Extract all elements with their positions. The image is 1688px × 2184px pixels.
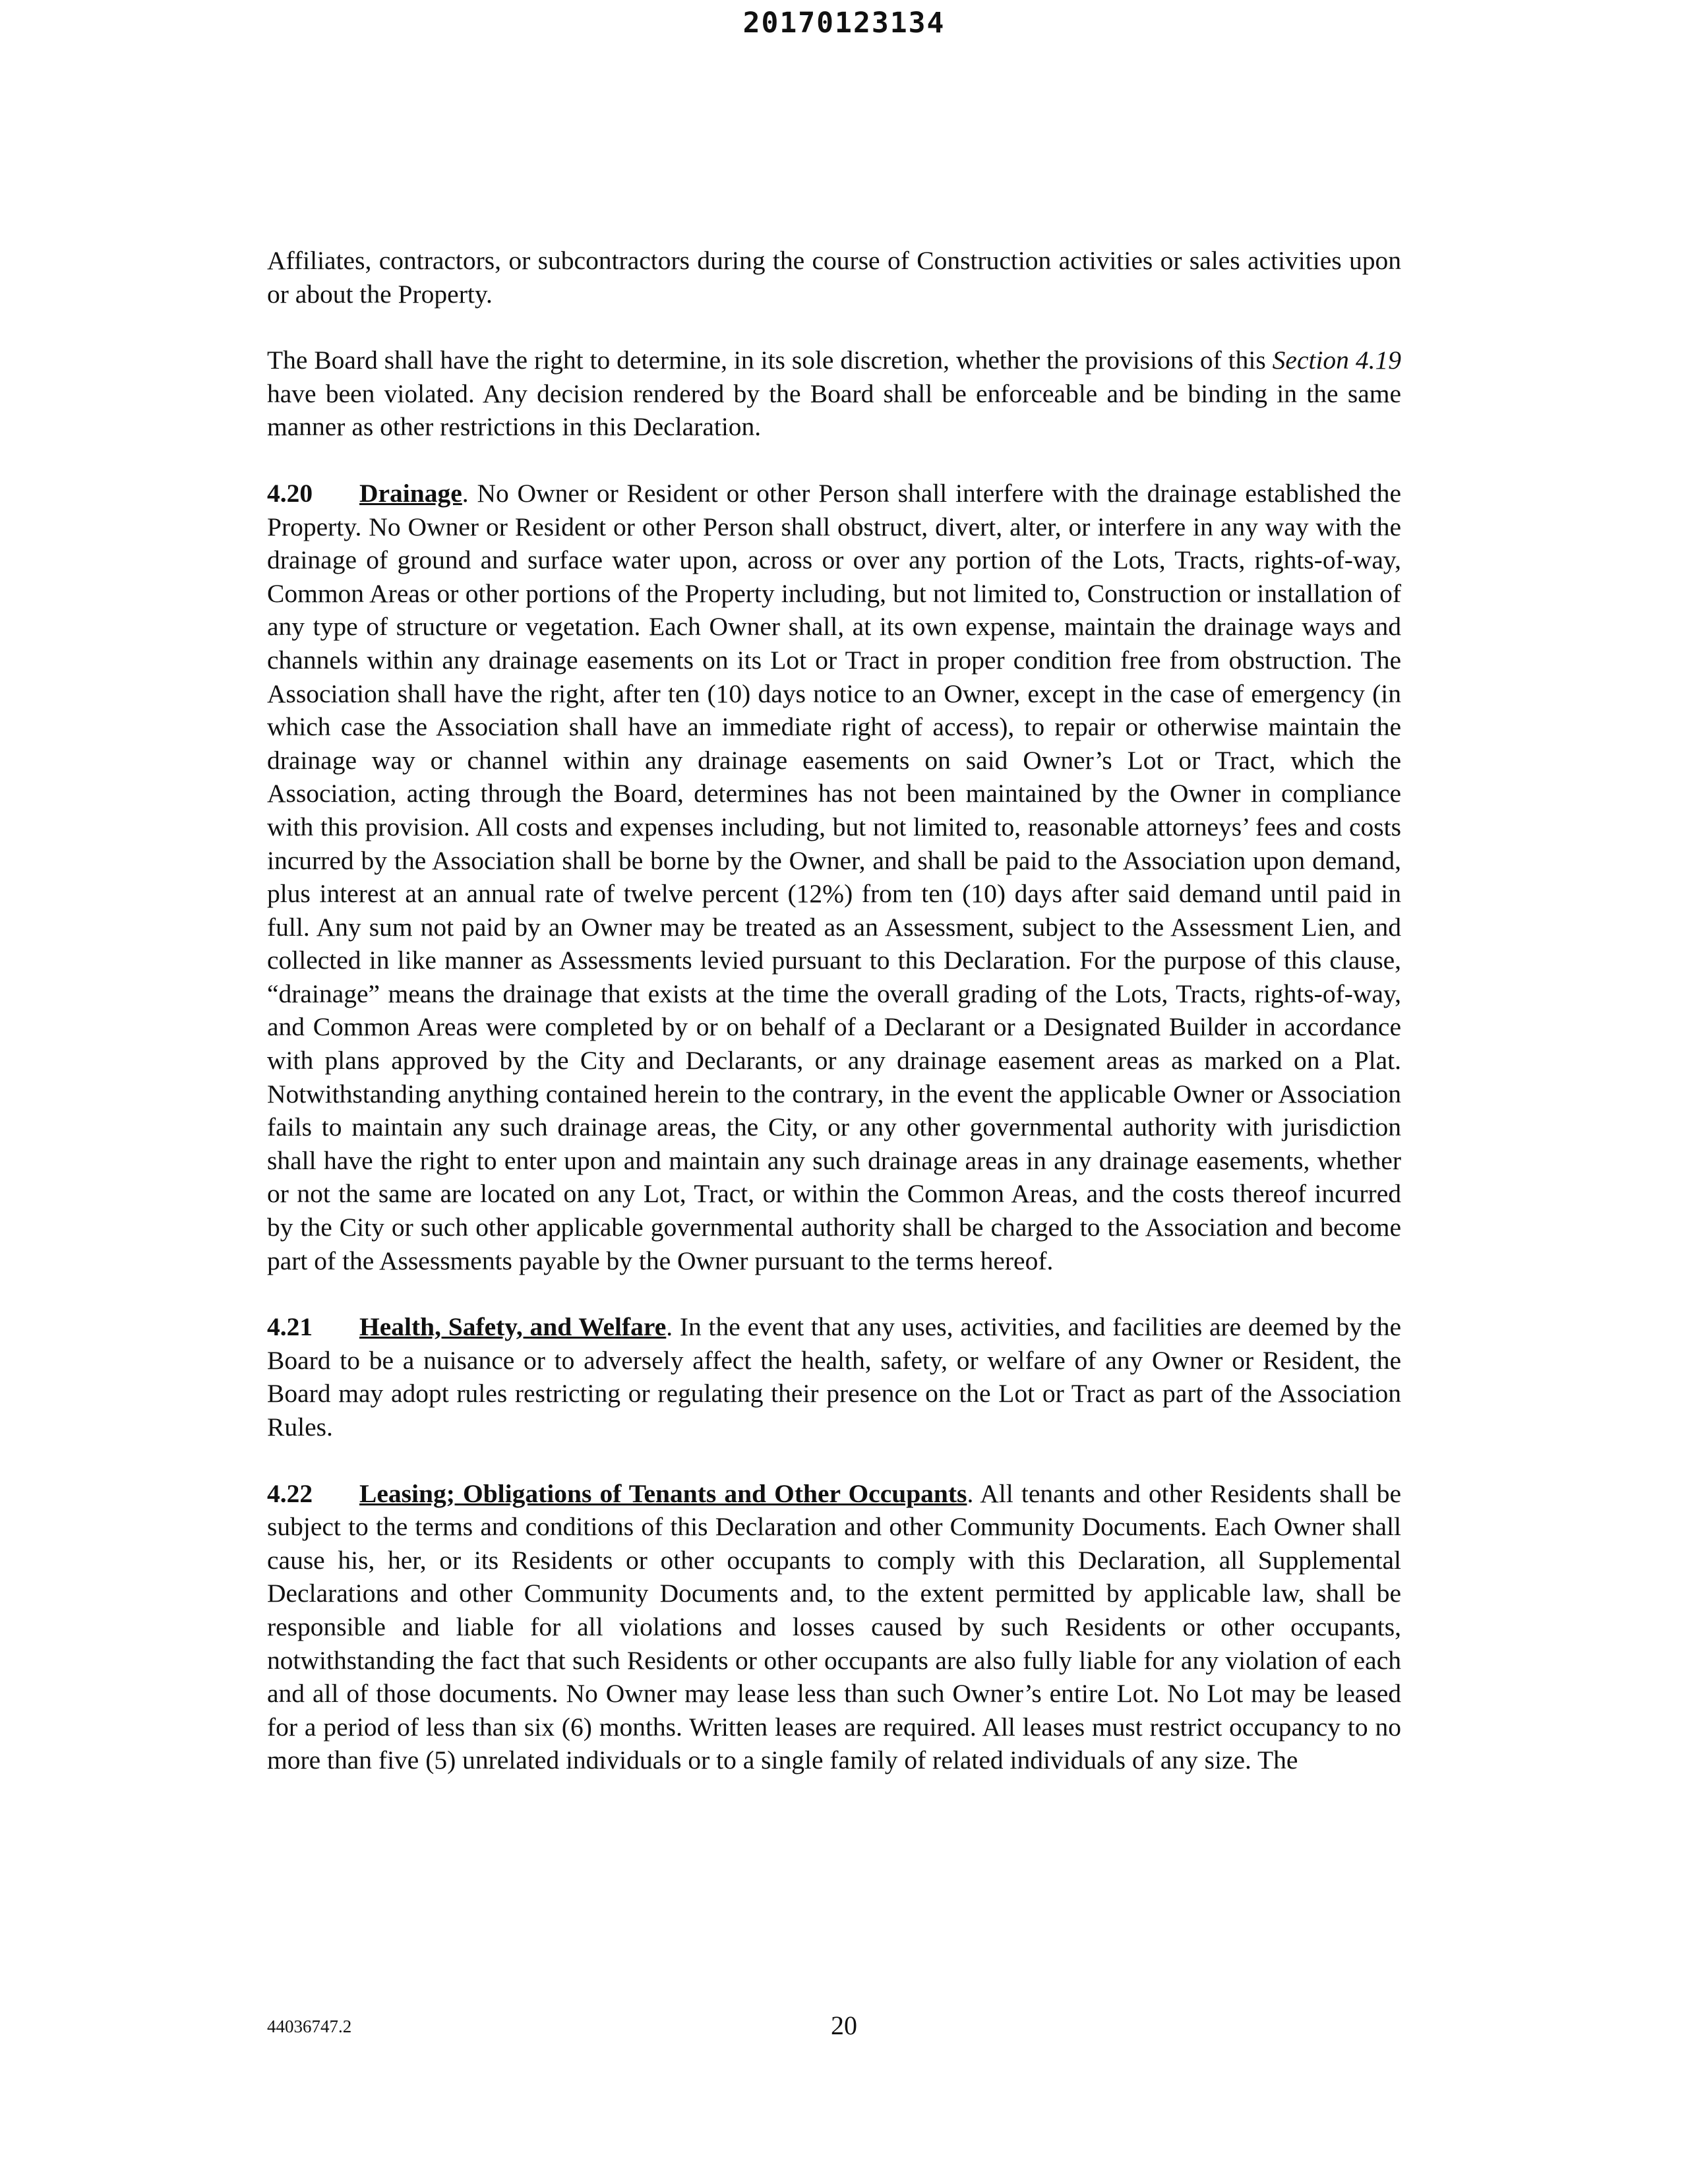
paragraph-board-determination xyxy=(267,344,1401,444)
section-body: . No Owner or Resident or other Person shall interfere with the drainage established the Property. No Owner or Resident or other Person shall obstruct, divert, alter, or interfere in any way with the drainage of ground and surface water upon, across or over any portion of the Lots, Tracts, rights-of-way, Common Areas or other portions of the Property including, but not limited to, Construction or installation of any type of structure or vegetation. Each Owner shall, at its own expense, maintain the drainage ways and channels within any drainage easements on its Lot or Tract in proper condition free from obstruction. The Association shall have the right, after ten (10) days notice to an Owner, except in the case of emergency (in which case the Association shall have an immediate right of access), to repair or otherwise maintain the drainage way or channel within any drainage easements on said Owner’s Lot or Tract, which the Association, acting through the Board, determines has not been maintained by the Owner in compliance with this provision. All costs and expenses including, but not limited to, reasonable attorneys’ fees and costs incurred by the Association shall be borne by the Owner, and shall be paid to the Association upon demand, plus interest at an annual rate of twelve percent (12%) from ten (10) days after said demand until paid in full. Any sum not paid by an Owner may be treated as an Assessment, subject to the Assessment Lien, and collected in like manner as Assessments levied pursuant to this Declaration. For the purpose of this clause, “drainage” means the drainage that exists at the time the overall grading of the Lots, Tracts, rights-of-way, and Common Areas were completed by or on behalf of a Declarant or a Designated Builder in accordance with plans approved by the City and Declarants, or any drainage easement areas as marked on a Plat. Notwithstanding anything contained herein to the contrary, in the event the applicable Owner or Association fails to maintain any such drainage areas, the City, or any other governmental authority with jurisdiction shall have the right to enter upon and maintain any such drainage areas in any drainage easements, whether or not the same are located on any Lot, Tract, or within the Common Areas, and the costs thereof incurred by the City or such other applicable governmental authority shall be charged to the Association and become part of the Assessments payable by the Owner pursuant to the terms hereof. xyxy=(267,478,1401,1275)
section-number: 4.20 xyxy=(267,478,313,508)
paragraph-text: have been violated. Any decision rendered by the Board shall be enforceable and be binding in the same manner as other restrictions in this Declaration. xyxy=(267,379,1401,442)
section-body: . All tenants and other Residents shall be subject to the terms and conditions of this Declaration and other Community Documents. Each Owner shall cause his, her, or its Residents or other occupants to comply with this Declaration, all Supplemental Declarations and other Community Documents and, to the extent permitted by applicable law, shall be responsible and liable for all violations and losses caused by such Residents or other occupants, notwithstanding the fact that such Residents or other occupants are also fully liable for any violation of each and all of those documents. No Owner may lease less than such Owner’s entire Lot. No Lot may be leased for a period of less than six (6) months. Written leases are required. All leases must restrict occupancy to no more than five (5) unrelated individuals or to a single family of related individuals of any size. The xyxy=(267,1478,1402,1775)
section-number: 4.21 xyxy=(267,1312,313,1342)
footer-document-id: 44036747.2 xyxy=(267,2017,352,2036)
section-title: Health, Safety, and Welfare xyxy=(359,1312,667,1342)
section-4-21 xyxy=(267,1310,1401,1443)
section-4-20 xyxy=(267,477,1401,1277)
paragraph-continuation: Affiliates, contractors, or subcontractors during the course of Construction activities or sales activities upon or about the Property. xyxy=(267,246,1401,309)
section-reference: Section 4.19 xyxy=(1272,346,1401,375)
recording-number: 20170123134 xyxy=(742,7,946,40)
section-number: 4.22 xyxy=(267,1478,313,1508)
section-title: Leasing; Obligations of Tenants and Other Occupants xyxy=(359,1478,967,1508)
document-body xyxy=(267,244,1401,1810)
section-4-22 xyxy=(267,1477,1401,1777)
section-title: Drainage xyxy=(359,478,462,508)
page-number: 20 xyxy=(831,2011,857,2040)
paragraph-text: The Board shall have the right to determine, in its sole discretion, whether the provisions of this xyxy=(267,346,1273,375)
section-body: . In the event that any uses, activities, and facilities are deemed by the Board to be a nuisance or to adversely affect the health, safety, or welfare of any Owner or Resident, the Board may adopt rules restricting or regulating their presence on the Lot or Tract as part of the Association Rules. xyxy=(267,1312,1401,1441)
